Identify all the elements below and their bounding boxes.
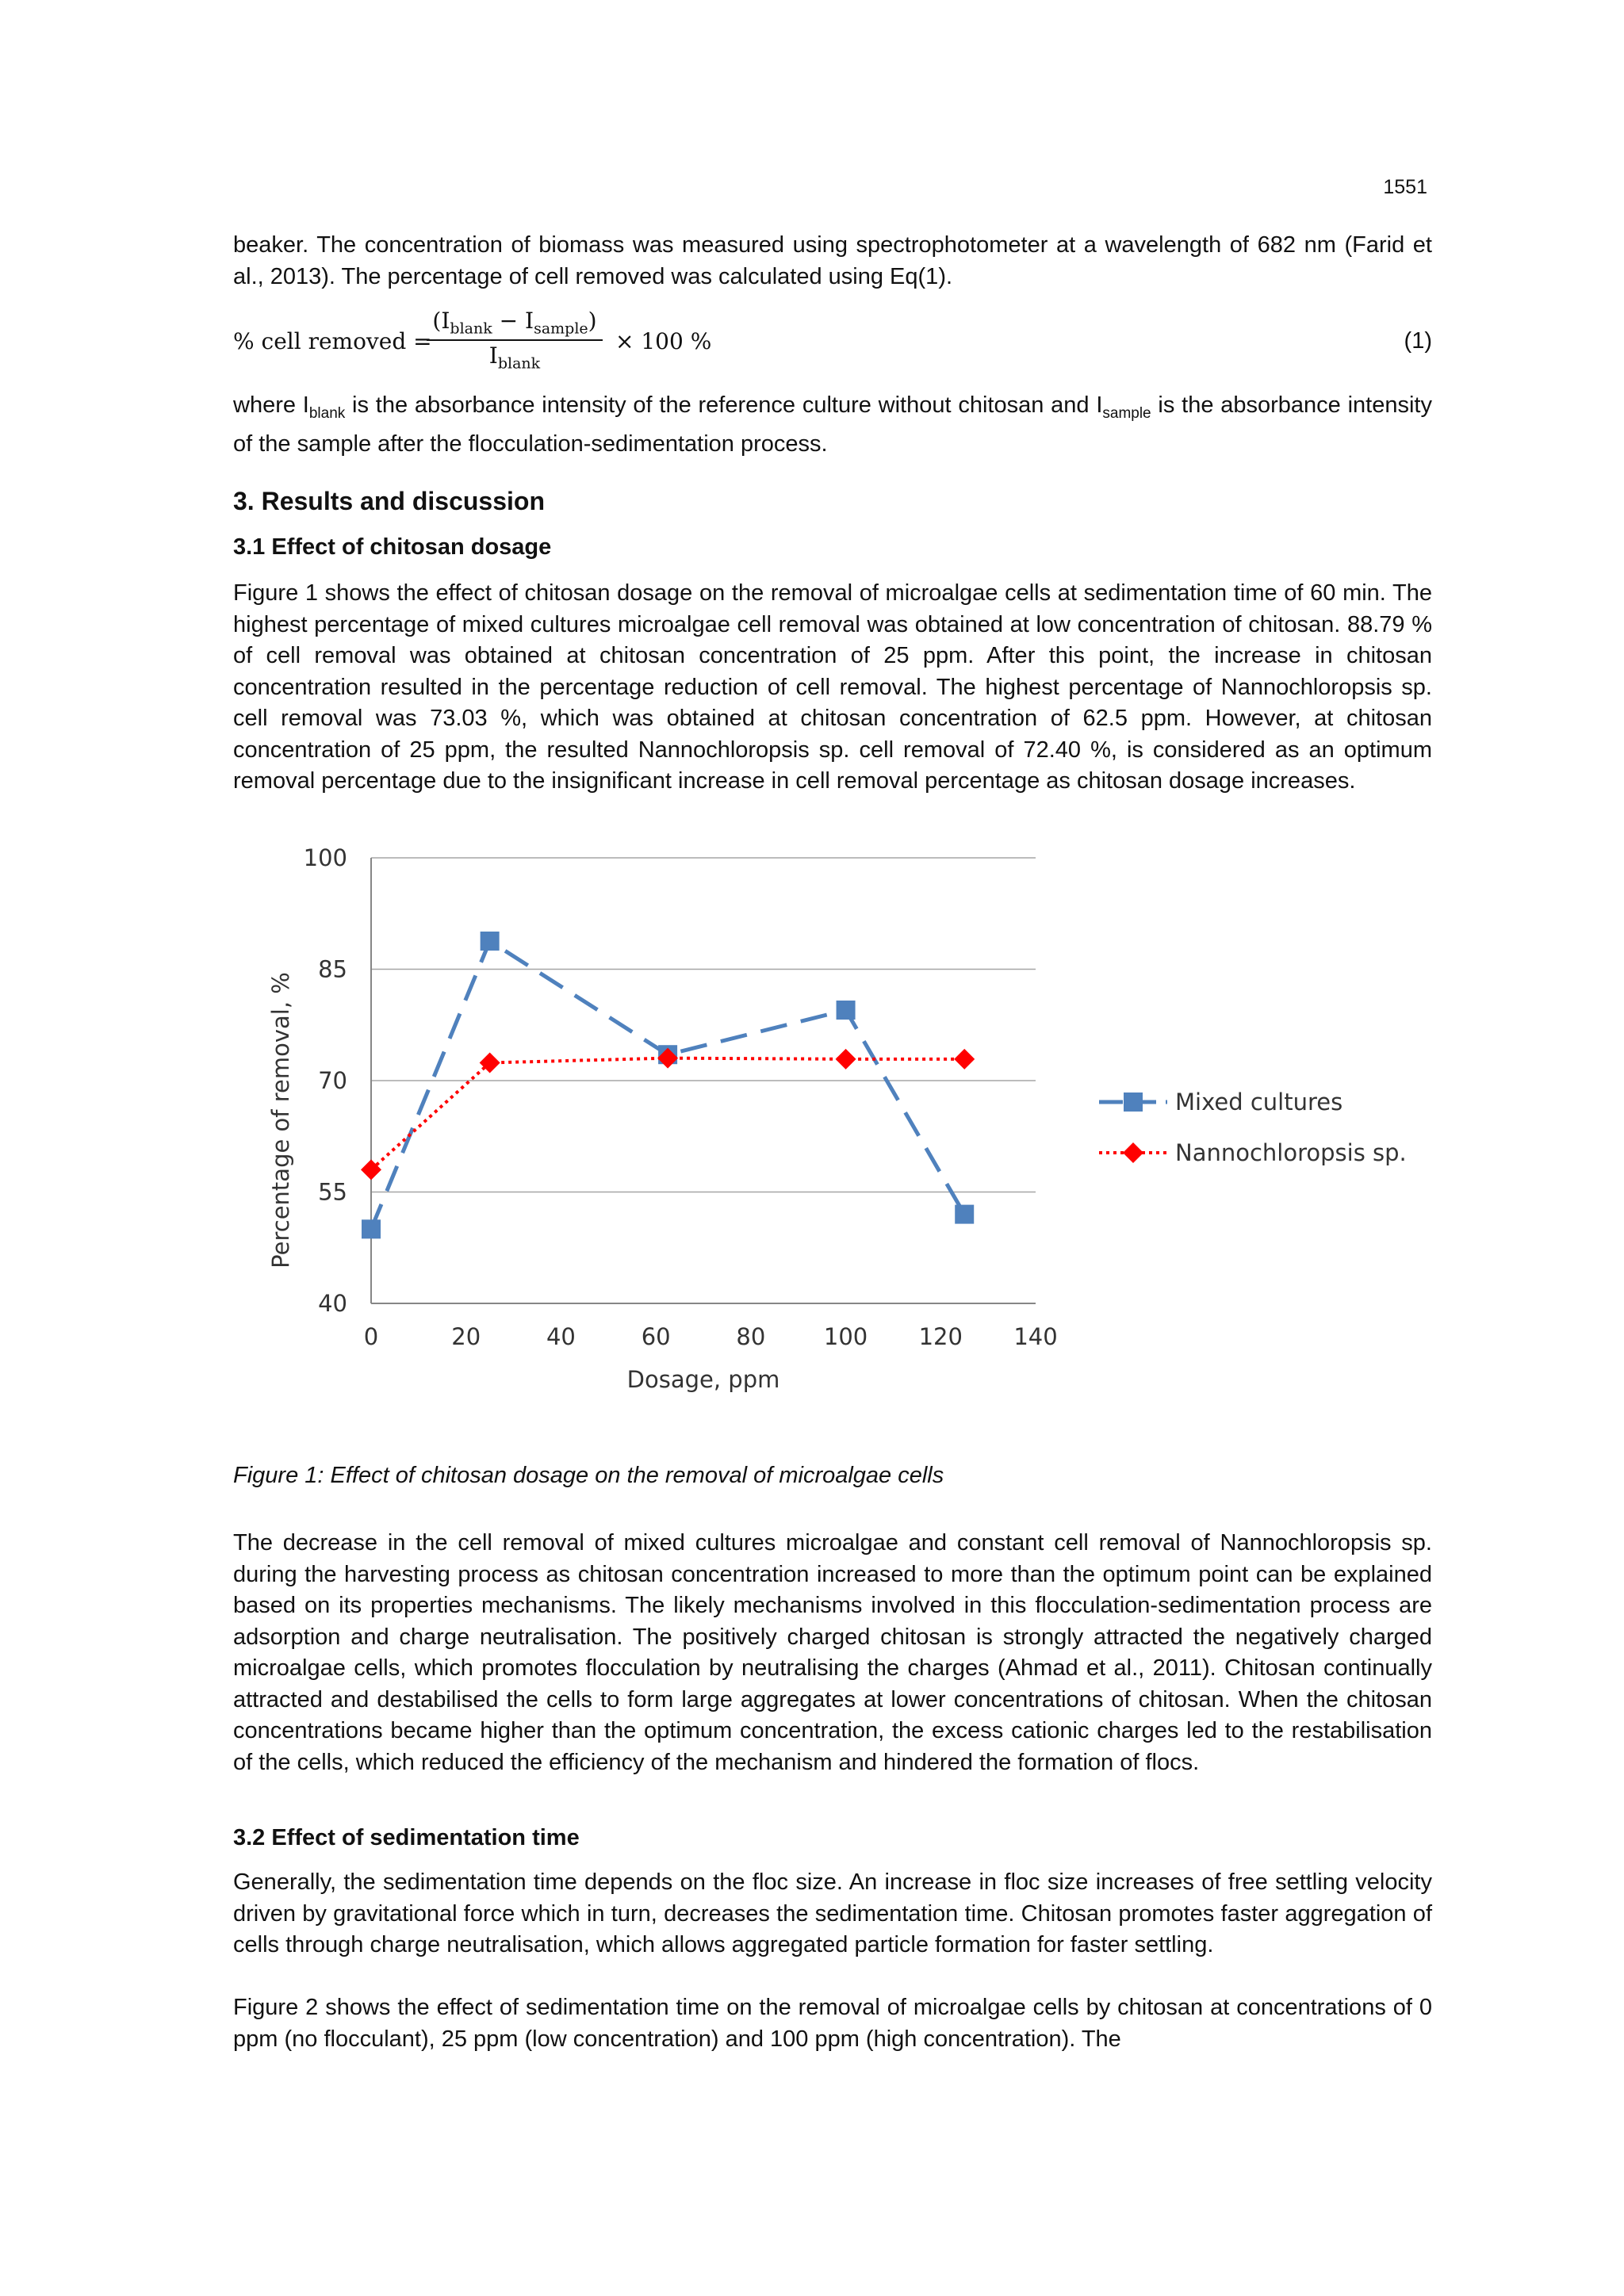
x-tick-label: 140 xyxy=(1013,1323,1058,1350)
figure-caption: Figure 1: Effect of chitosan dosage on the removal of microalgae cells xyxy=(233,1463,944,1488)
y-tick-label: 100 xyxy=(303,844,347,871)
sedimentation-paragraph: Generally, the sedimentation time depends on the floc size. An increase in floc size increases of free settling velocity driven by gravitational force which in turn, decreases the sedimentation time. Chitosan promotes faster aggregation of cells through charge neutralisation, which allows aggregated particle formation for faster settling. xyxy=(233,1869,1432,1957)
equation-rhs: × 100 % xyxy=(615,328,712,354)
data-point xyxy=(836,1049,856,1070)
x-tick-label: 60 xyxy=(641,1323,671,1350)
chart-ticks xyxy=(304,844,1058,1350)
section-heading: 3. Results and discussion xyxy=(233,487,545,515)
figure2-intro-paragraph: Figure 2 shows the effect of sedimentation time on the removal of microalgae cells by chitosan at concentrations of 0 ppm (no flocculant), 25 ppm (low concentration) and 100 ppm (high concentration). The xyxy=(233,1995,1432,2052)
series-line-2 xyxy=(371,1058,964,1170)
equation-1 xyxy=(233,308,1432,379)
subsection-heading-sedimentation: 3.2 Effect of sedimentation time xyxy=(233,1825,580,1850)
legend-label: Nannochloropsis sp. xyxy=(1175,1139,1407,1166)
chart-legend xyxy=(1099,1089,1407,1166)
legend-label: Mixed cultures xyxy=(1175,1089,1343,1115)
page-number: 1551 xyxy=(1383,176,1427,198)
dosage-paragraph: Figure 1 shows the effect of chitosan dosage on the removal of microalgae cells at sedimentation time of 60 min. The highest percentage of mixed cultures microalgae cell removal was obtained at low concentration of chitosan. 88.79 % of cell removal was obtained at chitosan concentration of 25 ppm. After this point, the increase in chitosan concentration resulted in the percentage reduction of cell removal. The highest percentage of Nannochloropsis sp. cell removal was 73.03 %, which was obtained at chitosan concentration of 62.5 ppm. However, at chitosan concentration of 25 ppm, the resulted Nannochloropsis sp. cell removal of 72.40 %, is considered as an optimum removal percentage due to the insignificant increase in cell removal percentage as chitosan dosage increases. xyxy=(233,580,1432,794)
data-point xyxy=(362,1219,381,1238)
x-tick-label: 100 xyxy=(823,1323,868,1350)
x-tick-label: 120 xyxy=(918,1323,963,1350)
series-line-1 xyxy=(371,941,964,1229)
x-tick-label: 40 xyxy=(546,1323,576,1350)
equation-lhs: % cell removed = xyxy=(233,328,432,354)
definition-paragraph: where $I_{blank}$ is the absorbance intensity of the reference culture without chitosan and $I_{sample}$ is the absorbance intensity of the sample after the flocculation-sedimentation process. xyxy=(233,392,1432,457)
x-tick-label: 80 xyxy=(736,1323,766,1350)
legend-marker xyxy=(1123,1142,1143,1163)
intro-paragraph: beaker. The concentration of biomass was measured using spectrophotometer at a wavelength of 682 nm (Farid et al., 2013). The percentage of cell removed was calculated using Eq(1). xyxy=(233,232,1432,289)
x-tick-label: 0 xyxy=(363,1323,379,1350)
equation-fraction xyxy=(423,308,606,372)
equation-numerator: $(I_{blank} - I_{sample})$ xyxy=(432,308,597,338)
subsection-heading-dosage: 3.1 Effect of chitosan dosage xyxy=(233,534,552,560)
x-axis-label: Dosage, ppm xyxy=(626,1366,780,1393)
y-tick-label: 85 xyxy=(318,955,347,983)
y-tick-label: 40 xyxy=(318,1290,347,1317)
equation-number: (1) xyxy=(1404,328,1432,354)
data-point xyxy=(837,1001,856,1020)
legend-marker xyxy=(1124,1093,1143,1112)
mechanism-paragraph: The decrease in the cell removal of mixed cultures microalgae and constant cell removal of Nannochloropsis sp. during the harvesting process as chitosan concentration increased to more than the optimum point can be explained based on its properties mechanisms. The likely mechanisms involved in this flocculation-sedimentation process are adsorption and charge neutralisation. The positively charged chitosan is strongly attracted the negatively charged microalgae cells, which promotes flocculation by neutralising the charges (Ahmad et al., 2011). Chitosan continually attracted and destabilised the cells to form large aggregates at lower concentrations of chitosan. When the chitosan concentrations became higher than the optimum concentration, the excess cationic charges led to the restabilisation of the cells, which reduced the efficiency of the mechanism and hindered the formation of flocs. xyxy=(233,1530,1432,1775)
y-tick-label: 70 xyxy=(318,1067,347,1094)
y-tick-label: 55 xyxy=(318,1178,347,1206)
x-tick-label: 20 xyxy=(451,1323,481,1350)
chart-grid xyxy=(371,858,1036,1192)
y-axis-label: Percentage of removal, % xyxy=(267,972,294,1269)
dosage-chart xyxy=(233,832,1423,1419)
equation-denominator: $I_{blank}$ xyxy=(488,342,541,373)
data-point xyxy=(954,1049,975,1070)
data-point xyxy=(955,1205,974,1224)
data-point xyxy=(480,1053,500,1073)
data-point xyxy=(481,932,500,951)
